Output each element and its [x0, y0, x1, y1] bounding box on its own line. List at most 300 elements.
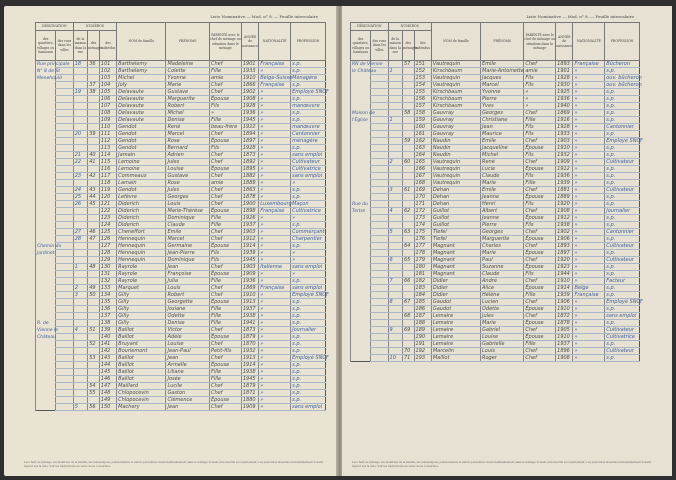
- cell-quarter: Tertre: [351, 208, 371, 215]
- table-row: [36, 369, 326, 376]
- cell-profession: s.p.: [291, 222, 326, 229]
- header-prenoms: PRÉNOMS: [481, 23, 524, 61]
- cell-relationship: Chef: [524, 159, 556, 166]
- cell-nationality: »: [259, 215, 291, 222]
- cell-individual-no: 105: [99, 89, 116, 96]
- cell-first-names: Pierre: [481, 96, 524, 103]
- table-row: [351, 103, 640, 110]
- cell-house-no: [73, 299, 88, 306]
- table-row: [36, 355, 326, 362]
- cell-nationality: »: [259, 131, 291, 138]
- cell-quarter: [36, 278, 56, 285]
- cell-birth-year: 1908: [556, 355, 573, 362]
- census-table-right: [350, 22, 643, 362]
- cell-surname: Vautrequin: [431, 173, 480, 180]
- cell-house-no: 24: [73, 187, 88, 194]
- header-prenoms: PRÉNOMS: [166, 23, 210, 61]
- cell-relationship: »: [524, 103, 556, 110]
- cell-household-no: 70: [402, 348, 414, 355]
- cell-house-no: [73, 369, 88, 376]
- table-row: [36, 173, 326, 180]
- cell-household-no: 67: [402, 299, 414, 306]
- cell-street: [371, 250, 388, 257]
- cell-birth-year: 1933: [241, 68, 258, 75]
- header-des-a: des quartiers, villages ou hameaux: [351, 31, 371, 61]
- cell-individual-no: 114: [99, 152, 116, 159]
- cell-relationship: Fille: [524, 117, 556, 124]
- cell-nationality: »: [573, 208, 605, 215]
- table-row: [36, 362, 326, 369]
- cell-first-names: Emile: [481, 61, 524, 68]
- cell-birth-year: 1901: [556, 68, 573, 75]
- cell-house-no: 23: [73, 173, 88, 180]
- cell-relationship: Épouse: [524, 166, 556, 173]
- cell-surname: Cheneffort: [117, 229, 166, 236]
- cell-birth-year: 1879: [241, 383, 258, 390]
- cell-quarter: RN de Vienne: [352, 61, 383, 67]
- cell-relationship: Chef: [209, 152, 241, 159]
- cell-surname: Baillot: [117, 334, 166, 341]
- table-row: [351, 138, 640, 145]
- cell-nationality: Française: [259, 208, 291, 215]
- cell-surname: Rayrole: [117, 264, 166, 271]
- footnote: Les chefs de ménage, les membres de la famille, les domestiques, pensionnaires et autres personnes vivant habituellement dans le ménage doivent être inscrits successivement. Les personnes absentes momentanément doivent figurer sur la liste. Voir les instructions au verso de la couverture.: [352, 461, 652, 468]
- cell-street: [371, 292, 388, 299]
- cell-first-names: Gustave: [166, 89, 210, 96]
- cell-house-no: 22: [73, 159, 88, 166]
- cell-house-no: 7: [388, 278, 402, 285]
- cell-street: [56, 110, 73, 117]
- cell-birth-year: 1932: [556, 152, 573, 159]
- cell-house-no: [388, 103, 402, 110]
- cell-birth-year: 1903: [241, 264, 258, 271]
- cell-surname: Gendot: [117, 138, 166, 145]
- cell-household-no: [402, 285, 414, 292]
- cell-individual-no: 116: [99, 166, 116, 173]
- cell-first-names: Colette: [166, 68, 210, 75]
- cell-profession: s.p.: [291, 187, 326, 194]
- cell-individual-no: 171: [414, 201, 431, 208]
- cell-first-names: Marguerite: [481, 236, 524, 243]
- cell-quarter: [351, 159, 371, 166]
- cell-relationship: Fille: [209, 306, 241, 313]
- cell-surname: Lemaire: [431, 320, 480, 327]
- cell-quarter: [351, 299, 371, 306]
- cell-quarter: [351, 166, 371, 173]
- cell-surname: Lemaire: [431, 341, 480, 348]
- cell-house-no: [73, 257, 88, 264]
- table-row: [36, 376, 326, 383]
- cell-house-no: [388, 180, 402, 187]
- table-row: [351, 292, 640, 299]
- cell-street: [56, 355, 73, 362]
- cell-relationship: Fils: [524, 82, 556, 89]
- cell-quarter: [36, 117, 56, 124]
- cell-household-no: [402, 306, 414, 313]
- cell-first-names: Josée: [166, 376, 210, 383]
- cell-street: [56, 145, 73, 152]
- cell-surname: Naudin: [431, 138, 480, 145]
- cell-individual-no: 140: [99, 334, 116, 341]
- cell-first-names: Marie: [481, 320, 524, 327]
- cell-nationality: »: [573, 124, 605, 131]
- cell-nationality: »: [259, 341, 291, 348]
- header-des-a: des quartiers, villages ou hameaux: [36, 31, 56, 61]
- cell-quarter: [36, 201, 56, 208]
- cell-nationality: Française: [573, 61, 605, 68]
- cell-household-no: [88, 110, 100, 117]
- cell-quarter: Menehould: [37, 75, 62, 81]
- cell-individual-no: 189: [414, 327, 431, 334]
- cell-first-names: Pierre: [481, 222, 524, 229]
- cell-birth-year: 1937: [556, 341, 573, 348]
- cell-quarter: Château: [37, 334, 56, 340]
- cell-profession: s.p.: [605, 166, 640, 173]
- cell-nationality: »: [573, 117, 605, 124]
- cell-street: [371, 313, 388, 320]
- cell-birth-year: 1910: [556, 278, 573, 285]
- table-row: [36, 131, 326, 138]
- cell-quarter: [351, 75, 371, 82]
- cell-quarter: [36, 376, 56, 383]
- cell-household-no: [88, 306, 100, 313]
- cell-relationship: »: [524, 89, 556, 96]
- cell-house-no: [73, 390, 88, 397]
- cell-house-no: [388, 201, 402, 208]
- cell-quarter: [36, 89, 56, 96]
- table-row: [36, 103, 326, 110]
- table-row: [36, 243, 326, 250]
- cell-individual-no: 153: [414, 75, 431, 82]
- cell-surname: Bruyant: [117, 341, 166, 348]
- cell-nationality: »: [259, 159, 291, 166]
- header-profession: PROFESSION: [605, 23, 640, 61]
- cell-nationality: »: [573, 348, 605, 355]
- cell-street: [371, 285, 388, 292]
- header-profession: PROFESSION: [291, 23, 326, 61]
- table-row: [351, 341, 640, 348]
- cell-household-no: [88, 397, 100, 404]
- cell-profession: Facteur: [605, 278, 640, 285]
- cell-household-no: 68: [402, 313, 414, 320]
- cell-nationality: »: [259, 397, 291, 404]
- cell-first-names: Hélène: [481, 292, 524, 299]
- cell-birth-year: 1913: [241, 299, 258, 306]
- cell-quarter: Jardinet: [37, 250, 55, 256]
- cell-first-names: Rose: [166, 138, 210, 145]
- cell-house-no: [73, 222, 88, 229]
- cell-household-no: [402, 68, 414, 75]
- cell-household-no: [402, 89, 414, 96]
- cell-household-no: [88, 313, 100, 320]
- cell-street: [371, 348, 388, 355]
- cell-surname: Marquet: [117, 285, 166, 292]
- cell-household-no: [402, 75, 414, 82]
- cell-surname: Dehan: [431, 201, 480, 208]
- cell-household-no: [402, 82, 414, 89]
- cell-profession: Journalier: [605, 208, 640, 215]
- cell-surname: Dehan: [431, 194, 480, 201]
- cell-relationship: Chef: [524, 243, 556, 250]
- cell-street: [371, 159, 388, 166]
- cell-individual-no: 188: [414, 320, 431, 327]
- cell-first-names: Charles: [481, 243, 524, 250]
- cell-individual-no: 123: [99, 215, 116, 222]
- cell-surname: Gaudot: [431, 299, 480, 306]
- cell-first-names: Jean: [166, 355, 210, 362]
- cell-relationship: Fils: [524, 152, 556, 159]
- table-row: [351, 208, 640, 215]
- cell-house-no: 4: [73, 327, 88, 334]
- cell-birth-year: 1938: [241, 313, 258, 320]
- table-row: [351, 180, 640, 187]
- cell-house-no: [388, 222, 402, 229]
- cell-first-names: Germaine: [166, 243, 210, 250]
- cell-birth-year: 1869: [556, 110, 573, 117]
- cell-nationality: »: [573, 89, 605, 96]
- cell-profession: Cultivatrice: [291, 166, 326, 173]
- cell-profession: s.p.: [605, 110, 640, 117]
- cell-household-no: [402, 201, 414, 208]
- cell-profession: Employé SNCF: [292, 292, 329, 298]
- table-row: [36, 292, 326, 299]
- cell-first-names: Paul: [481, 257, 524, 264]
- cell-profession: sans emploi: [291, 404, 326, 411]
- cell-quarter: [36, 194, 56, 201]
- cell-birth-year: 1873: [241, 327, 258, 334]
- census-table-left: [35, 22, 329, 411]
- cell-first-names: Claude: [481, 173, 524, 180]
- cell-first-names: Odette: [166, 313, 210, 320]
- table-row: [351, 89, 640, 96]
- cell-quarter: [36, 110, 56, 117]
- cell-profession: s.p.: [291, 376, 326, 383]
- cell-surname: Guillot: [431, 208, 480, 215]
- cell-household-no: [402, 292, 414, 299]
- cell-first-names: Gabriel: [481, 327, 524, 334]
- cell-relationship: Fils: [209, 145, 241, 152]
- cell-nationality: »: [573, 103, 605, 110]
- cell-first-names: Madeleine: [166, 61, 210, 68]
- cell-relationship: Épouse: [524, 320, 556, 327]
- header-num-b: des ménages: [88, 31, 100, 61]
- cell-street: [56, 299, 73, 306]
- table-row: [351, 320, 640, 327]
- cell-house-no: [388, 124, 402, 131]
- cell-street: [371, 103, 388, 110]
- cell-house-no: [73, 250, 88, 257]
- cell-relationship: Épouse: [524, 306, 556, 313]
- cell-nationality: »: [259, 376, 291, 383]
- cell-surname: Chlopocevin: [117, 397, 166, 404]
- cell-surname: Rayrole: [117, 271, 166, 278]
- cell-first-names: Claude: [481, 271, 524, 278]
- cell-individual-no: 103: [99, 75, 116, 82]
- table-row: [36, 229, 326, 236]
- cell-profession: s.p.: [291, 68, 326, 75]
- cell-surname: Vautrequin: [431, 75, 480, 82]
- cell-house-no: [388, 138, 402, 145]
- cell-first-names: Christiane: [481, 117, 524, 124]
- cell-relationship: Fille: [524, 341, 556, 348]
- cell-street: [56, 187, 73, 194]
- cell-birth-year: 1909: [241, 404, 258, 411]
- cell-profession: s.p.: [605, 264, 640, 271]
- cell-nationality: »: [259, 327, 291, 334]
- cell-birth-year: 1906: [556, 236, 573, 243]
- table-row: [351, 75, 640, 82]
- cell-house-no: 2: [388, 159, 402, 166]
- cell-individual-no: 137: [99, 313, 116, 320]
- cell-individual-no: 144: [99, 362, 116, 369]
- cell-birth-year: 1872: [556, 313, 573, 320]
- table-row: [36, 208, 326, 215]
- cell-first-names: Jean-Pierre: [166, 250, 210, 257]
- cell-household-no: [402, 334, 414, 341]
- table-row: [351, 159, 640, 166]
- cell-house-no: [388, 243, 402, 250]
- cell-household-no: [88, 348, 100, 355]
- cell-house-no: 2: [73, 285, 88, 292]
- cell-surname: Naudin: [431, 152, 480, 159]
- cell-birth-year: 1873: [241, 152, 258, 159]
- table-row: [36, 180, 326, 187]
- cell-first-names: Marie: [481, 180, 524, 187]
- cell-individual-no: 107: [99, 103, 116, 110]
- left-page: [4, 6, 338, 476]
- cell-profession: s.p.: [605, 201, 640, 208]
- cell-profession: s.p.: [291, 145, 326, 152]
- cell-individual-no: 111: [99, 131, 116, 138]
- cell-relationship: Petit-fils: [209, 348, 241, 355]
- cell-surname: Delavaute: [117, 89, 166, 96]
- cell-quarter: [36, 271, 56, 278]
- cell-profession: ouv. bûcheron: [606, 75, 642, 81]
- cell-profession: sans emploi: [291, 152, 326, 159]
- cell-first-names: Alice: [481, 285, 524, 292]
- cell-nationality: »: [573, 68, 605, 75]
- cell-individual-no: 133: [99, 285, 116, 292]
- cell-individual-no: 128: [99, 250, 116, 257]
- cell-individual-no: 156: [414, 96, 431, 103]
- cell-individual-no: 154: [414, 82, 431, 89]
- cell-relationship: beau-frère: [209, 124, 241, 131]
- cell-quarter: [351, 180, 371, 187]
- cell-nationality: »: [259, 236, 291, 243]
- cell-surname: Guillot: [431, 222, 480, 229]
- cell-street: [56, 166, 73, 173]
- cell-house-no: [388, 348, 402, 355]
- cell-nationality: »: [259, 68, 291, 75]
- cell-relationship: Chef: [209, 187, 241, 194]
- cell-profession: »: [291, 257, 326, 264]
- cell-household-no: 42: [88, 173, 100, 180]
- cell-relationship: Épouse: [209, 334, 241, 341]
- table-row: [36, 271, 326, 278]
- header-annee: ANNÉE de naissance: [556, 23, 573, 61]
- cell-birth-year: 1937: [241, 222, 258, 229]
- cell-house-no: 21: [73, 152, 88, 159]
- cell-profession: »: [291, 180, 326, 187]
- cell-first-names: Jean-Paul: [166, 348, 210, 355]
- cell-house-no: [388, 250, 402, 257]
- cell-house-no: [388, 145, 402, 152]
- cell-individual-no: 193: [414, 355, 431, 362]
- cell-first-names: Georgette: [166, 299, 210, 306]
- cell-first-names: Gustave: [166, 173, 210, 180]
- cell-street: [56, 313, 73, 320]
- cell-street: [56, 362, 73, 369]
- cell-profession: s.p.: [291, 278, 326, 285]
- cell-surname: Lemaire: [431, 313, 480, 320]
- cell-relationship: Épouse: [524, 194, 556, 201]
- cell-household-no: 40: [88, 152, 100, 159]
- cell-individual-no: 113: [99, 145, 116, 152]
- cell-relationship: Chef: [524, 355, 556, 362]
- cell-relationship: Fille: [209, 117, 241, 124]
- cell-surname: Gauvray: [431, 131, 480, 138]
- cell-nationality: »: [259, 369, 291, 376]
- cell-household-no: 59: [402, 138, 414, 145]
- cell-relationship: Épouse: [524, 285, 556, 292]
- cell-street: [56, 257, 73, 264]
- cell-relationship: Épouse: [209, 138, 241, 145]
- cell-nationality: »: [259, 89, 291, 96]
- cell-birth-year: 1939: [556, 292, 573, 299]
- cell-nationality: Belge: [573, 285, 605, 292]
- cell-individual-no: 141: [99, 341, 116, 348]
- cell-house-no: 26: [73, 201, 88, 208]
- cell-quarter: [351, 145, 371, 152]
- cell-individual-no: 101: [99, 61, 116, 68]
- cell-house-no: [73, 103, 88, 110]
- cell-household-no: 61: [402, 187, 414, 194]
- cell-nationality: »: [259, 292, 291, 299]
- cell-surname: Vautrequin: [431, 61, 480, 68]
- cell-house-no: 8: [388, 299, 402, 306]
- cell-relationship: Fille: [209, 313, 241, 320]
- cell-nationality: »: [259, 362, 291, 369]
- cell-profession: Cantonnier: [605, 124, 640, 131]
- cell-household-no: [88, 68, 100, 75]
- cell-profession: »: [291, 215, 326, 222]
- cell-birth-year: 1908: [556, 208, 573, 215]
- cell-birth-year: 1914: [241, 362, 258, 369]
- cell-profession: s.p.: [291, 299, 326, 306]
- cell-street: [371, 334, 388, 341]
- cell-house-no: [73, 145, 88, 152]
- cell-quarter: [351, 313, 371, 320]
- cell-house-no: [388, 131, 402, 138]
- cell-nationality: »: [573, 243, 605, 250]
- table-row: [36, 117, 326, 124]
- cell-street: [371, 187, 388, 194]
- cell-nationality: »: [573, 82, 605, 89]
- cell-house-no: [388, 285, 402, 292]
- cell-street: [371, 320, 388, 327]
- cell-profession: s.p.: [605, 152, 640, 159]
- cell-first-names: Marcel: [166, 131, 210, 138]
- cell-individual-no: 118: [99, 180, 116, 187]
- cell-first-names: Marie-Antoinette: [482, 68, 524, 74]
- cell-quarter: [351, 96, 371, 103]
- cell-street: [371, 327, 388, 334]
- cell-surname: Baillot: [117, 362, 166, 369]
- cell-street: [56, 103, 73, 110]
- cell-relationship: Épouse: [524, 250, 556, 257]
- cell-quarter: [351, 348, 371, 355]
- cell-surname: Kirschbaum: [431, 68, 480, 75]
